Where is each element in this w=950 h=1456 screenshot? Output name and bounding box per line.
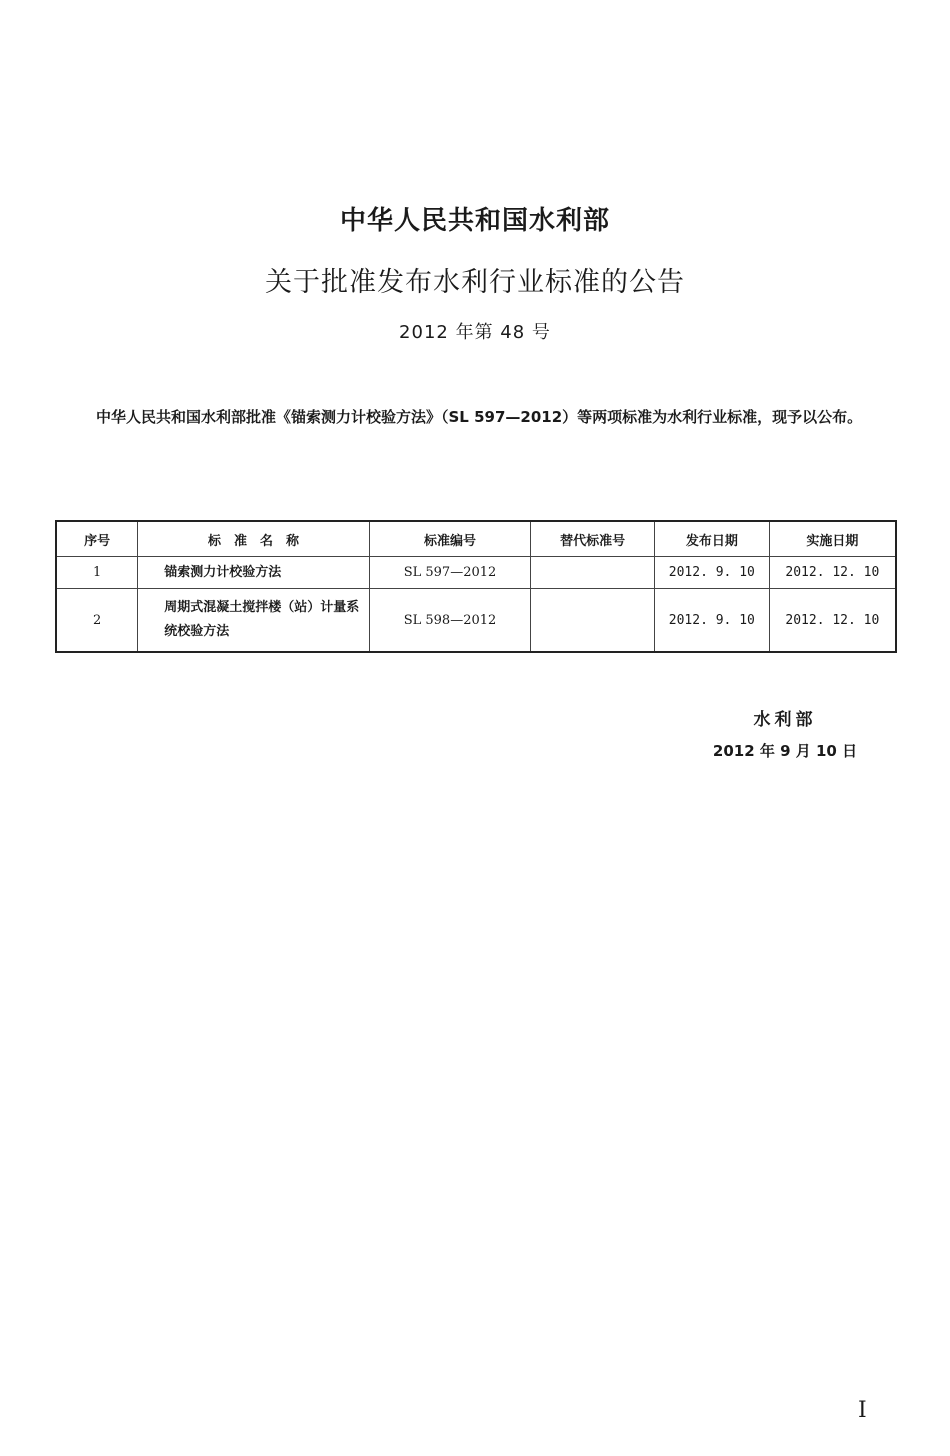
row-standard-name: 周期式混凝土搅拌楼（站）计量系统校验方法 (138, 589, 369, 653)
notice-title: 关于批准发布水利行业标准的公告 (265, 267, 685, 298)
standards-table (55, 520, 897, 653)
header-replaces: 替代标准号 (531, 521, 655, 557)
header-effective-date: 实施日期 (769, 521, 896, 557)
row-publish-date: 2012. 9. 10 (654, 557, 769, 589)
row-effective-date: 2012. 12. 10 (769, 589, 896, 653)
header-seq: 序号 (56, 521, 138, 557)
page-number: I (858, 1398, 867, 1423)
row-seq: 2 (56, 589, 138, 653)
row-standard-name: 锚索测力计校验方法 (138, 557, 369, 589)
row-standard-code: SL 597—2012 (369, 557, 531, 589)
table-header-row (56, 521, 896, 557)
row-effective-date: 2012. 12. 10 (769, 557, 896, 589)
table-row (56, 589, 896, 653)
header-publish-date: 发布日期 (654, 521, 769, 557)
table-row (56, 557, 896, 589)
notice-issuer-title: 中华人民共和国水利部 (339, 206, 610, 236)
row-seq: 1 (56, 557, 138, 589)
header-code: 标准编号 (369, 521, 531, 557)
signature-date: 2012 年 9 月 10 日 (712, 742, 858, 760)
row-replaces (531, 589, 655, 653)
header-name: 标 准 名 称 (138, 521, 369, 557)
row-replaces (531, 557, 655, 589)
signature-issuer: 水利部 (753, 710, 817, 730)
notice-number: 2012 年第 48 号 (399, 322, 551, 343)
row-publish-date: 2012. 9. 10 (654, 589, 769, 653)
row-standard-code: SL 598—2012 (369, 589, 531, 653)
notice-body-paragraph: 中华人民共和国水利部批准《锚索测力计校验方法》（SL 597—2012）等两项标准为水利行业标准，现予以公布。 (96, 408, 863, 426)
